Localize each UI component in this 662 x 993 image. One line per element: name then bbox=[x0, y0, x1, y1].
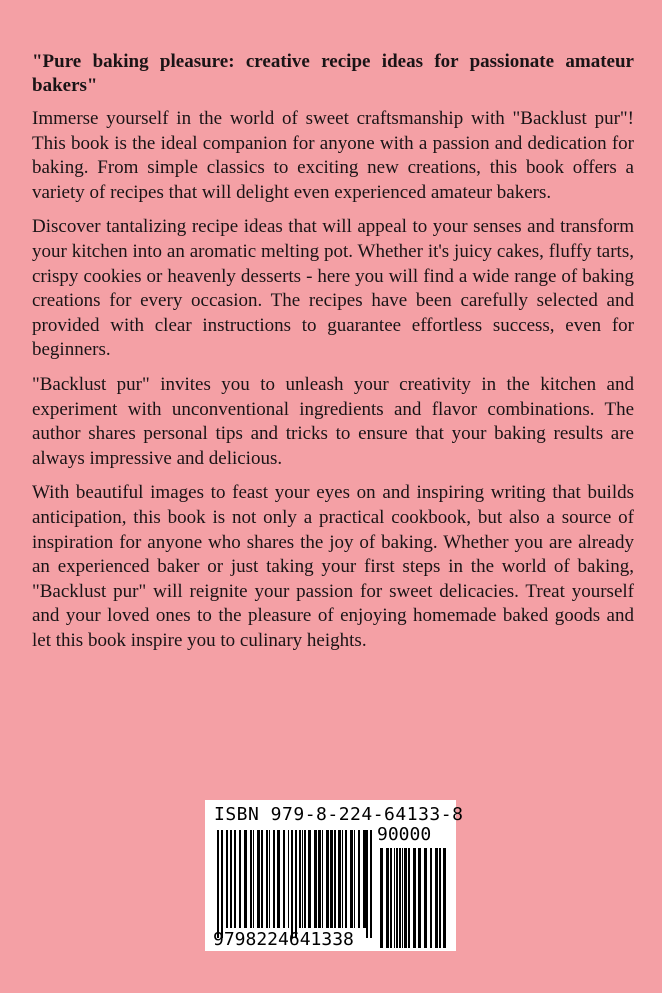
barcode-bar bbox=[314, 830, 317, 928]
barcode-bar bbox=[253, 830, 254, 928]
barcode-bar bbox=[408, 848, 410, 948]
barcode-bar bbox=[261, 830, 263, 928]
description-paragraph-2: Discover tantalizing recipe ideas that will appeal to your senses and transform your kitchen into an aromatic melting pot. Whether it's juicy cakes, fluffy tarts, crispy cookies or heavenly desserts - here you will find a wide range of baking creations for every occasion. The recipes have been carefully selected and provided with clear instructions to guarantee effortless success, even for beginners. bbox=[32, 216, 634, 361]
barcode-bar bbox=[358, 830, 360, 928]
barcode-bar bbox=[363, 830, 366, 928]
description-paragraph-4: With beautiful images to feast your eyes on and inspiring writing that builds anticipation, this book is not only a practical cookbook, but also a source of inspiration for anyone who shares the joy of baking. Whether you are already an experienced baker or just taking your first steps in the world of baking, "Backlust pur" will reignite your passion for sweet delicacies. Treat yourself and your loved ones to the pleasure of enjoying homemade baked goods and let this book inspire you to culinary heights. bbox=[32, 482, 634, 651]
back-cover-text bbox=[32, 50, 634, 663]
barcode-bar bbox=[244, 830, 247, 928]
barcode-bar bbox=[413, 848, 416, 948]
barcode-bar bbox=[386, 848, 389, 948]
barcode-bar bbox=[257, 830, 260, 928]
barcode-bar bbox=[269, 830, 270, 928]
barcode-bar bbox=[334, 830, 336, 928]
barcode-bar bbox=[273, 830, 275, 928]
barcode-bar bbox=[402, 848, 403, 948]
book-title: "Pure baking pleasure: creative recipe ideas for passionate amateur bakers" bbox=[32, 51, 634, 96]
barcode-bar bbox=[350, 830, 353, 928]
barcode-bar bbox=[404, 848, 407, 948]
barcode-bar bbox=[394, 848, 395, 948]
barcode-bar bbox=[342, 830, 343, 928]
barcode-bar bbox=[439, 848, 441, 948]
barcode-bar bbox=[221, 830, 223, 938]
barcode-bar bbox=[283, 830, 285, 928]
barcode-bar bbox=[443, 848, 446, 948]
barcode-bar bbox=[308, 830, 311, 928]
barcode-bar bbox=[266, 830, 268, 928]
barcode-bar bbox=[291, 830, 293, 938]
barcode-bar bbox=[370, 830, 372, 938]
barcode-bar bbox=[326, 830, 329, 928]
barcode-bar bbox=[338, 830, 341, 928]
isbn-label: ISBN 979-8-224-64133-8 bbox=[214, 804, 464, 825]
barcode-bar bbox=[430, 848, 432, 948]
barcode-bar bbox=[234, 830, 236, 928]
barcode-bar bbox=[424, 848, 427, 948]
barcode-bar bbox=[299, 830, 301, 928]
barcode-bar bbox=[435, 848, 438, 948]
barcode-bar bbox=[288, 830, 289, 928]
barcode-bar bbox=[304, 830, 306, 928]
barcode-bar bbox=[217, 830, 219, 938]
barcode-bar bbox=[390, 848, 392, 948]
barcode-bar bbox=[354, 830, 355, 928]
barcode-bar bbox=[230, 830, 232, 928]
price-addon-code: 90000 bbox=[377, 824, 432, 845]
barcode-bar bbox=[250, 830, 252, 928]
description-paragraph-3: "Backlust pur" invites you to unleash your creativity in the kitchen and experiment with unconventional ingredients and flavor combinations. The author shares personal tips and tricks to ensure that your baking results are always impressive and delicious. bbox=[32, 373, 634, 469]
barcode-bar bbox=[396, 848, 398, 948]
barcode-bar bbox=[380, 848, 383, 948]
barcode-bar bbox=[399, 848, 401, 948]
barcode-bar bbox=[318, 830, 321, 928]
barcode-bar bbox=[277, 830, 280, 928]
barcode-bar bbox=[295, 830, 297, 938]
barcode-bar bbox=[226, 830, 228, 928]
barcode-bar bbox=[322, 830, 323, 928]
barcode-bar bbox=[345, 830, 347, 928]
barcode-bar bbox=[366, 830, 368, 938]
description-paragraph-1: Immerse yourself in the world of sweet craftsmanship with "Backlust pur"! This book is the ideal companion for anyone with a passion and dedication for baking. From simple classics to exciting new creations, this book offers a variety of recipes that will delight even experienced amateur bakers. bbox=[32, 108, 634, 203]
isbn-barcode bbox=[205, 800, 464, 951]
ean-digits: 9798224641338 bbox=[213, 929, 354, 950]
barcode-bar bbox=[418, 848, 421, 948]
barcode-bar bbox=[330, 830, 333, 928]
barcode-bar bbox=[239, 830, 241, 928]
barcode-bar bbox=[302, 830, 303, 928]
